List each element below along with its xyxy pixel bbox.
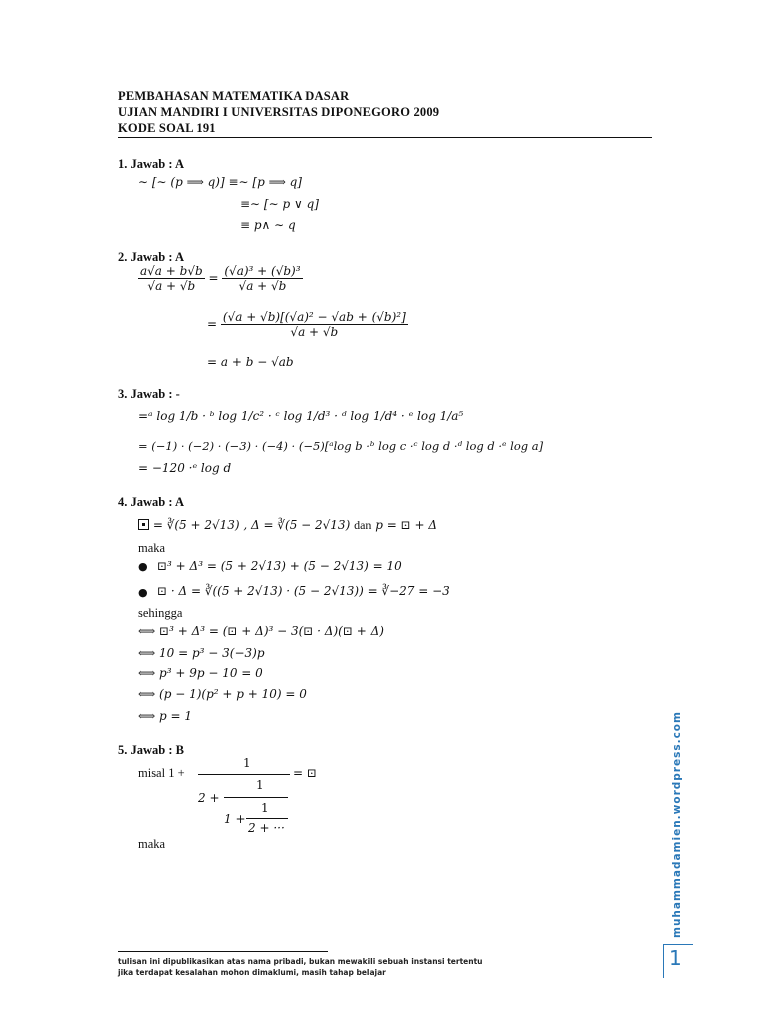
sidebar-rule-vertical xyxy=(663,944,664,978)
footer-line-1: tulisan ini dipublikasikan atas nama pribadi, bukan mewakili sebuah instansi tertentu xyxy=(118,957,483,966)
header-rule xyxy=(118,137,652,138)
q5-numerator-3: 1 xyxy=(261,801,269,815)
q5-maka: maka xyxy=(138,837,166,851)
q1-line-3: ≡ p∧ ∼ q xyxy=(240,218,296,232)
bullet-icon: ● xyxy=(138,586,148,599)
sidebar-website-link[interactable]: muhammadamien.wordpress.com xyxy=(671,711,683,938)
q5-denominator-2: 1 + xyxy=(224,812,246,826)
footer-line-2: jika terdapat kesalahan mohon dimaklumi, masih tahap belajar xyxy=(118,968,386,977)
q5-frac-bar-2 xyxy=(224,797,288,798)
q4-step-2: ⟺ 10 = p³ − 3(−3)p xyxy=(138,646,265,660)
page-number: 1 xyxy=(669,946,682,970)
header-line-3: KODE SOAL 191 xyxy=(118,121,216,135)
footer-rule xyxy=(118,951,328,952)
q2-line-1: $\frac{a√a + b√b}{√a + √b}$ = $\frac{\text{(√a)³ + (√b)³}}{√a + √b}$ xyxy=(140,264,301,293)
header-line-2: UJIAN MANDIRI I UNIVERSITAS DIPONEGORO 2009 xyxy=(118,105,440,119)
q4-maka: maka xyxy=(138,541,166,555)
q4-bullet-2: ⊡ · Δ = ∛((5 + 2√13) · (5 − 2√13)) = ∛−27 = −3 xyxy=(157,584,450,598)
q1-heading: 1. Jawab : A xyxy=(118,157,184,171)
bullet-icon: ● xyxy=(138,560,148,573)
q2-line-2: = $\frac{\text{(√a + √b)[(√a)² − √ab + (√b)²]}}{√a + √b}$ xyxy=(207,310,406,339)
q4-sehingga: sehingga xyxy=(138,606,183,620)
q4-step-4: ⟺ (p − 1)(p² + p + 10) = 0 xyxy=(138,687,307,701)
q1-line-2: ≡∼ [∼ p ∨ q] xyxy=(240,197,319,211)
sidebar-rule xyxy=(663,944,693,945)
q3-heading: 3. Jawab : - xyxy=(118,387,180,401)
q1-line-1: ∼ [∼ (p ⟹ q)] ≡∼ [p ⟹ q] xyxy=(138,175,302,189)
box-symbol-icon xyxy=(138,519,149,530)
q4-line-1: = ∛(5 + 2√13) , Δ = ∛(5 − 2√13) dan p = ⊡ + Δ xyxy=(138,518,437,533)
q4-heading: 4. Jawab : A xyxy=(118,495,184,509)
q5-continued-fraction xyxy=(138,758,328,838)
q3-line-1: =ᵃ log 1/b · ᵇ log 1/c² · ᶜ log 1/d³ · ᵈ log 1/d⁴ · ᵉ log 1/a⁵ xyxy=(138,409,464,423)
q5-eq-box: = ⊡ xyxy=(293,766,317,780)
q5-denominator-1: 2 + xyxy=(198,791,220,805)
q2-frac-expanded: $\frac{\text{(√a + √b)[(√a)² − √ab + (√b)²]}}{√a + √b}$ xyxy=(222,310,406,339)
q4-step-3: ⟺ p³ + 9p − 10 = 0 xyxy=(138,666,263,680)
q2-heading: 2. Jawab : A xyxy=(118,250,184,264)
q2-frac-right: $\frac{\text{(√a)³ + (√b)³}}{√a + √b}$ xyxy=(224,264,301,293)
q4-bullet-1: ⊡³ + Δ³ = (5 + 2√13) + (5 − 2√13) = 10 xyxy=(157,559,402,573)
q2-line-3: = a + b − √ab xyxy=(207,355,294,369)
q3-line-3: = −120 ·ᵉ log d xyxy=(138,461,232,475)
q5-heading: 5. Jawab : B xyxy=(118,743,184,757)
q2-frac-left: $\frac{a√a + b√b}{√a + √b}$ xyxy=(140,264,203,293)
q5-misal: misal 1 + xyxy=(138,766,185,780)
q4-step-5: ⟺ p = 1 xyxy=(138,709,193,723)
q5-numerator-1: 1 xyxy=(243,756,251,770)
q4-step-1: ⟺ ⊡³ + Δ³ = (⊡ + Δ)³ − 3(⊡ · Δ)(⊡ + Δ) xyxy=(138,624,384,638)
header-line-1: PEMBAHASAN MATEMATIKA DASAR xyxy=(118,89,350,103)
q5-denominator-3: 2 + ··· xyxy=(248,821,285,835)
q5-numerator-2: 1 xyxy=(256,778,264,792)
q3-line-2: = (−1) · (−2) · (−3) · (−4) · (−5)[ᵃlog b ·ᵇ log c ·ᶜ log d ·ᵈ log d ·ᵉ log a] xyxy=(138,439,544,453)
q5-frac-bar-3 xyxy=(246,818,288,819)
q5-frac-bar-1 xyxy=(198,774,290,775)
